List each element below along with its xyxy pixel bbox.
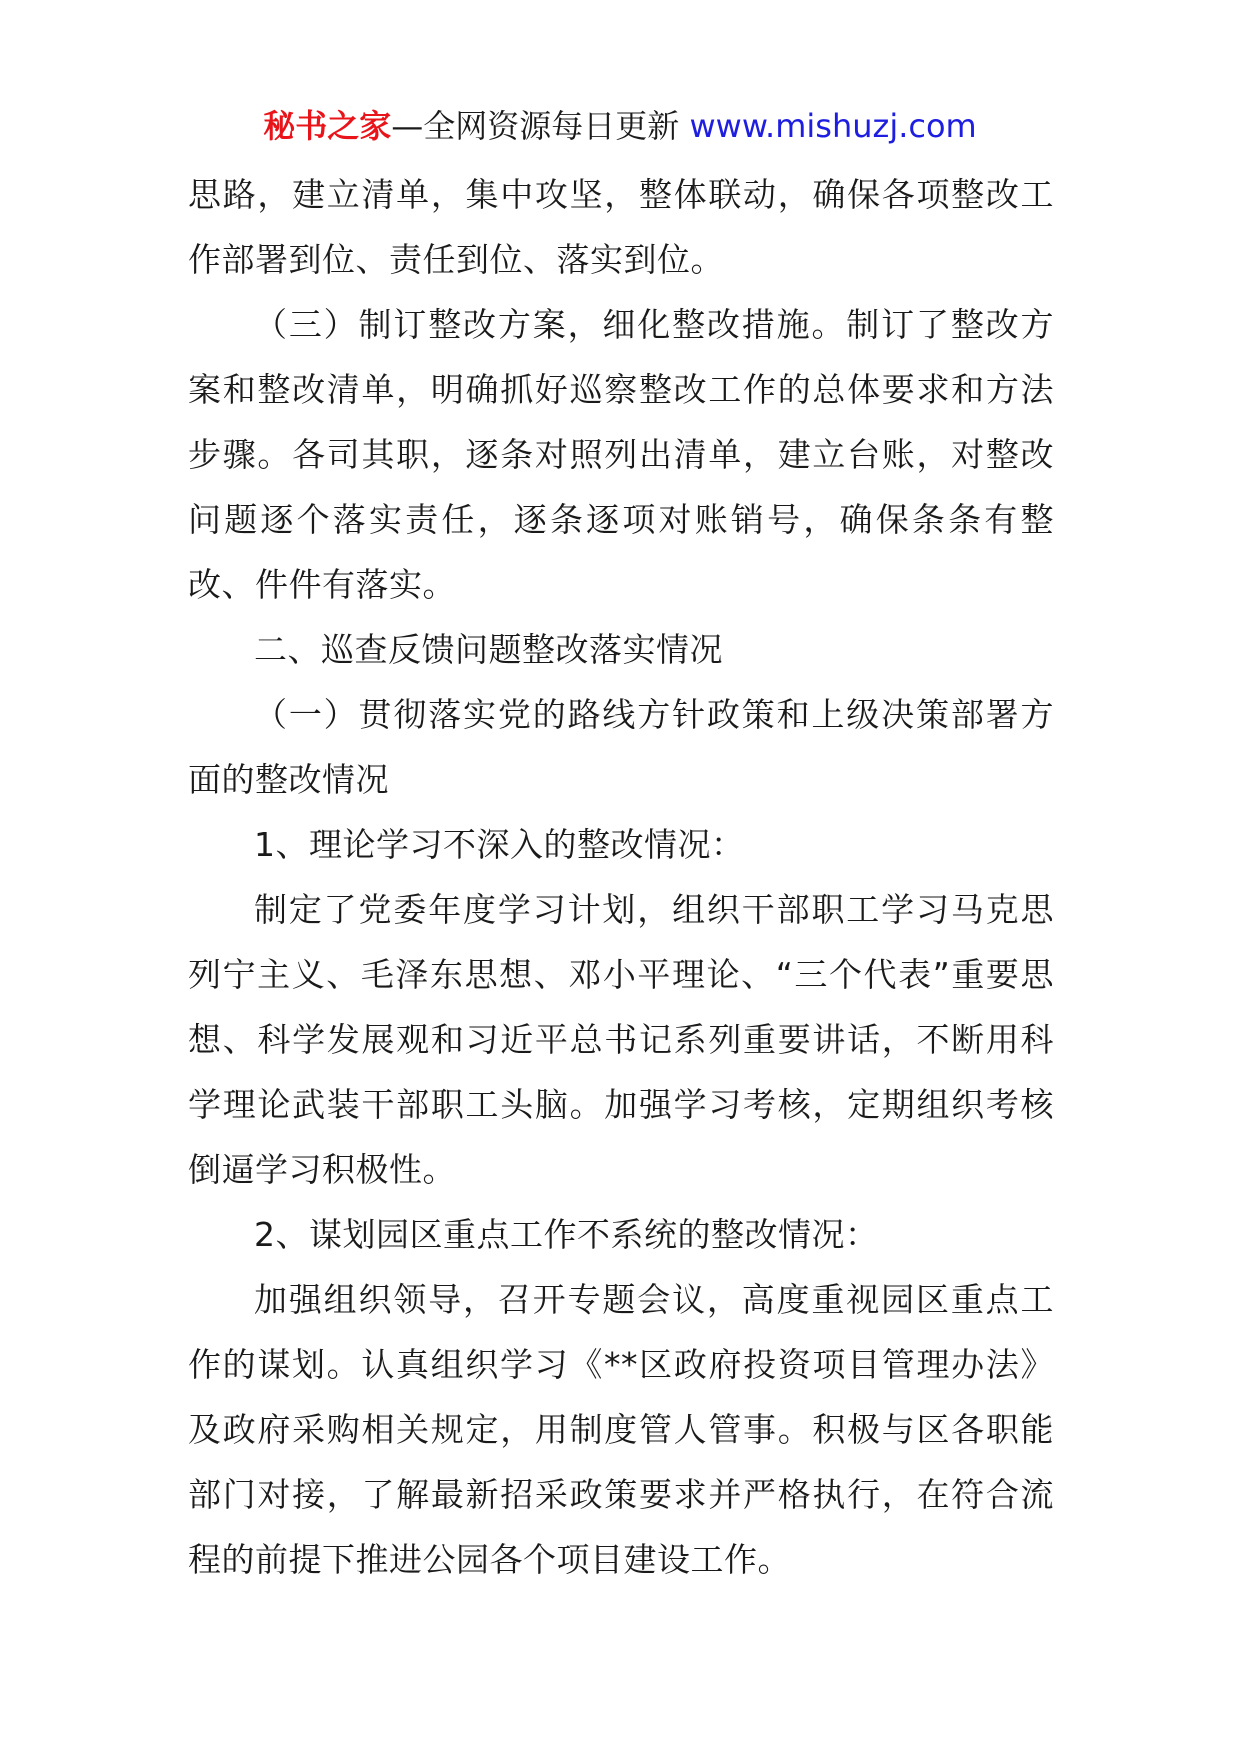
header-site-url[interactable]: www.mishuzj.com [689,107,977,145]
paragraph-section-three: （三）制订整改方案，细化整改措施。制订了整改方案和整改清单，明确抓好巡察整改工作的总体要求和方法步骤。各司其职，逐条对照列出清单，建立台账，对整改问题逐个落实责任，逐条逐项对账销号，确保条条有整改、件件有落实。 [188,305,1054,604]
subsection-heading-one: （一）贯彻落实党的路线方针政策和上级决策部署方面的整改情况 [188,695,1054,799]
item-heading-1: 1、理论学习不深入的整改情况： [254,825,745,864]
section-heading-two: 二、巡查反馈问题整改落实情况 [254,630,723,669]
header-tagline: —全网资源每日更新 [391,107,690,145]
header-brand: 秘书之家 [263,107,392,145]
paragraph-continuation: 思路，建立清单，集中攻坚，整体联动，确保各项整改工作部署到位、责任到位、落实到位。 [188,175,1054,279]
paragraph-item-1: 制定了党委年度学习计划，组织干部职工学习马克思列宁主义、毛泽东思想、邓小平理论、“三个代表”重要思想、科学发展观和习近平总书记系列重要讲话，不断用科学理论武装干部职工头脑。加强学习考核，定期组织考核倒逼学习积极性。 [188,890,1054,1189]
item-heading-2: 2、谋划园区重点工作不系统的整改情况： [254,1215,879,1254]
paragraph-item-2: 加强组织领导，召开专题会议，高度重视园区重点工作的谋划。认真组织学习《**区政府投资项目管理办法》及政府采购相关规定，用制度管人管事。积极与区各职能部门对接，了解最新招采政策要求并严格执行，在符合流程的前提下推进公园各个项目建设工作。 [188,1280,1054,1579]
page-header [0,104,1240,148]
document-body [188,162,1054,1592]
